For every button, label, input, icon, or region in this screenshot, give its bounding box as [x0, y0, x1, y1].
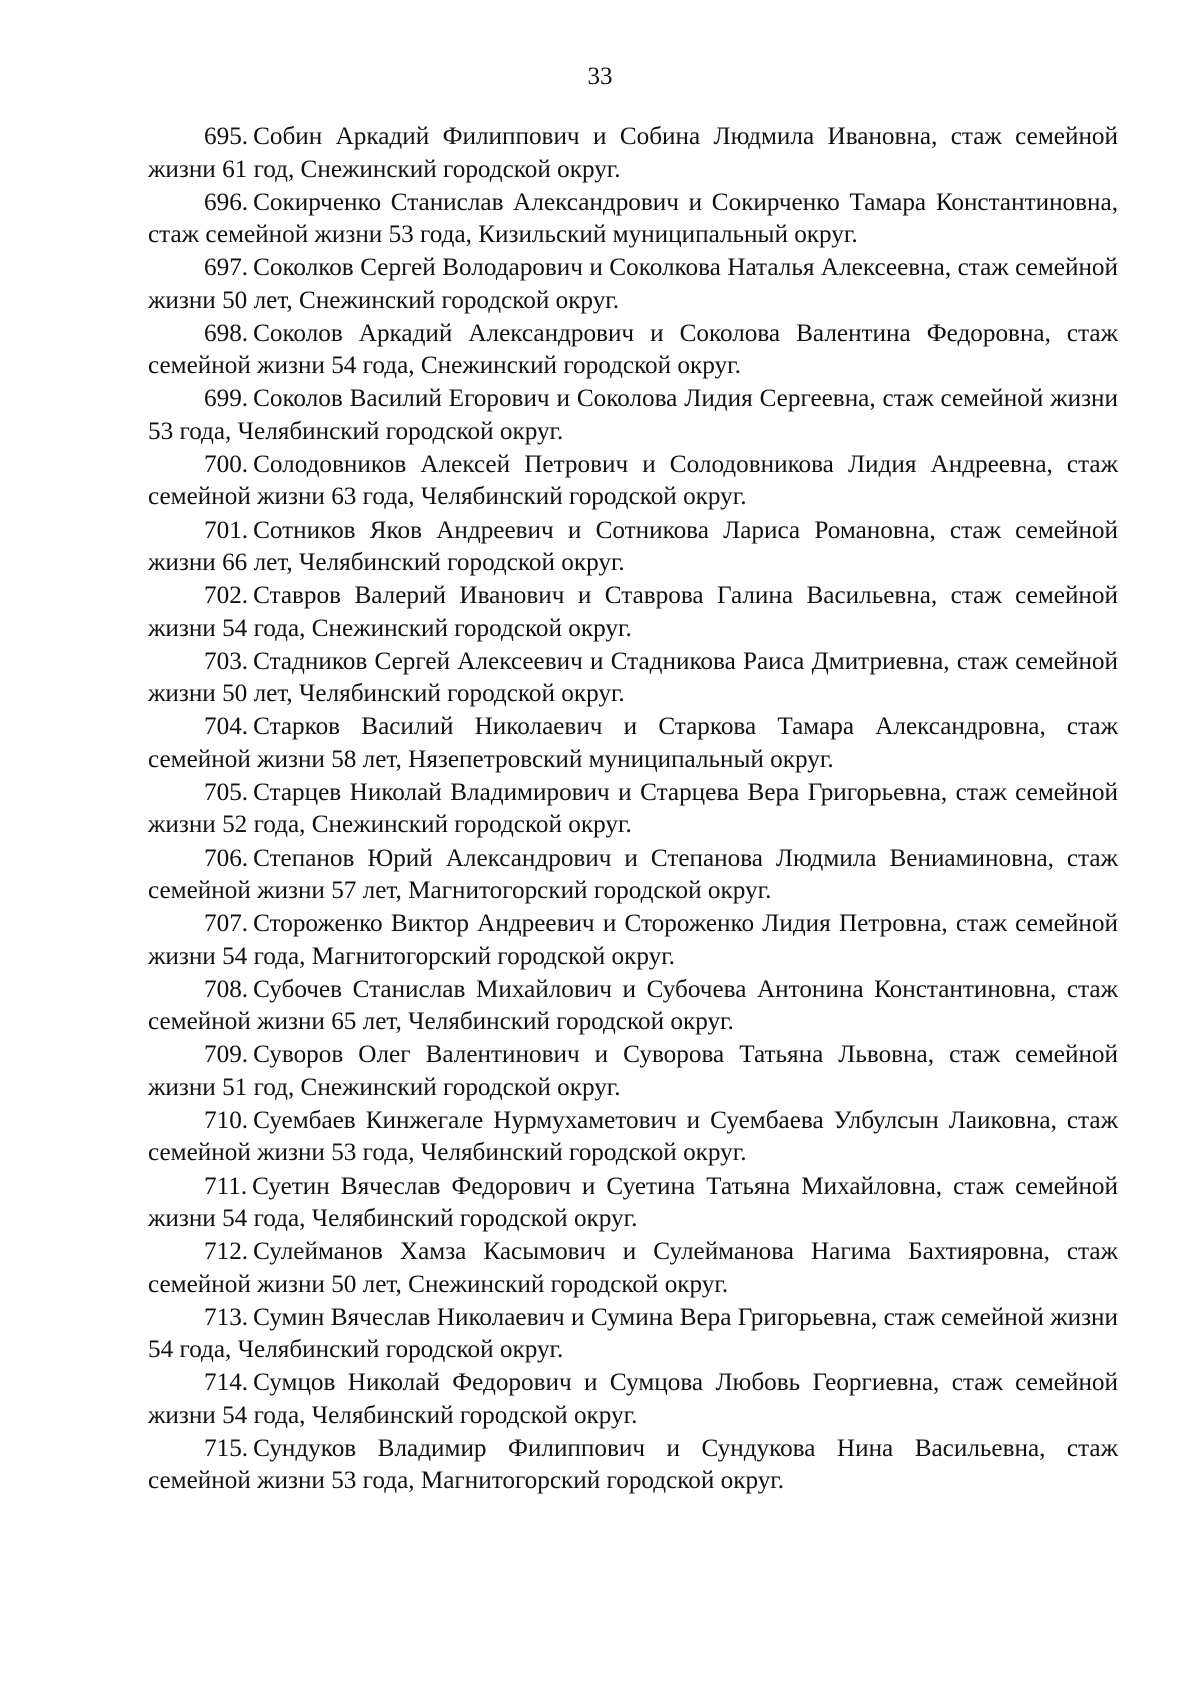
entry-text: Стороженко Виктор Андреевич и Стороженко Лидия Петровна, стаж семейной жизни 54 года, Магнитогорский городской округ. [148, 910, 1118, 970]
entry-text: Суембаев Кинжегале Нурмухаметович и Суембаева Улбулсын Лаиковна, стаж семейной жизни 53 года, Челябинский городской округ. [148, 1106, 1118, 1167]
entry-text: Сокирченко Станислав Александрович и Сокирченко Тамара Константиновна, стаж семейной жизни 53 года, Кизильский муниципальный округ. [148, 188, 1118, 249]
entry-number: 707. [204, 910, 249, 938]
list-item-709 [148, 1039, 1118, 1104]
list-item-703 [148, 646, 1118, 711]
list-item-701 [148, 515, 1118, 580]
entry-text: Соколков Сергей Володарович и Соколкова Наталья Алексеевна, стаж семейной жизни 50 лет, Снежинский городской округ. [148, 254, 1118, 314]
page-number: 33 [587, 63, 613, 90]
entry-number: 711. [204, 1172, 248, 1200]
entry-text: Сундуков Владимир Филиппович и Сундукова Нина Васильевна, стаж семейной жизни 53 года, Магнитогорский городской округ. [148, 1434, 1118, 1495]
entry-number: 715. [204, 1434, 249, 1462]
entry-number: 704. [204, 713, 249, 741]
entry-number: 703. [204, 647, 249, 675]
entry-number: 709. [204, 1041, 249, 1069]
entry-number: 696. [204, 188, 249, 216]
entry-number: 695. [204, 123, 249, 150]
entry-text: Суворов Олег Валентинович и Суворова Татьяна Львовна, стаж семейной жизни 51 год, Снежинский городской округ. [148, 1041, 1118, 1101]
list-item-700 [148, 449, 1118, 514]
entry-number: 698. [204, 319, 249, 347]
entry-text: Соколов Василий Егорович и Соколова Лидия Сергеевна, стаж семейной жизни 53 года, Челябинский городской округ. [148, 385, 1118, 445]
entry-list [148, 121, 1118, 1498]
entry-text: Сумцов Николай Федорович и Сумцова Любовь Георгиевна, стаж семейной жизни 54 года, Челябинский городской округ. [148, 1369, 1118, 1429]
entry-text: Сотников Яков Андреевич и Сотникова Лариса Романовна, стаж семейной жизни 66 лет, Челябинский городской округ. [148, 516, 1118, 577]
list-item-711 [148, 1171, 1118, 1236]
entry-number: 714. [204, 1369, 249, 1397]
entry-text: Ставров Валерий Иванович и Ставрова Галина Васильевна, стаж семейной жизни 54 года, Снежинский городской округ. [148, 582, 1118, 642]
entry-number: 702. [204, 582, 249, 610]
entry-number: 705. [204, 778, 249, 806]
list-item-702 [148, 580, 1118, 645]
entry-number: 710. [204, 1106, 249, 1134]
entry-number: 712. [204, 1238, 249, 1266]
entry-number: 706. [204, 844, 249, 872]
entry-text: Субочев Станислав Михайлович и Субочева Антонина Константиновна, стаж семейной жизни 65 лет, Челябинский городской округ. [148, 975, 1118, 1036]
entry-text: Старцев Николай Владимирович и Старцева Вера Григорьевна, стаж семейной жизни 52 года, Снежинский городской округ. [148, 778, 1118, 839]
entry-number: 700. [204, 450, 249, 478]
list-item-704 [148, 711, 1118, 776]
list-item-695 [148, 121, 1118, 186]
list-item-696 [148, 187, 1118, 252]
list-item-705 [148, 777, 1118, 842]
entry-text: Степанов Юрий Александрович и Степанова Людмила Вениаминовна, стаж семейной жизни 57 лет, Магнитогорский городской округ. [148, 844, 1118, 905]
entry-text: Сулейманов Хамза Касымович и Сулейманова Нагима Бахтияровна, стаж семейной жизни 50 лет, Снежинский городской округ. [148, 1238, 1118, 1298]
entry-number: 697. [204, 254, 249, 282]
entry-text: Собин Аркадий Филиппович и Собина Людмила Ивановна, стаж семейной жизни 61 год, Снежинский городской округ. [148, 123, 1118, 183]
entry-number: 713. [204, 1303, 249, 1331]
list-item-706 [148, 843, 1118, 908]
entry-text: Стадников Сергей Алексеевич и Стадникова Раиса Дмитриевна, стаж семейной жизни 50 лет, Челябинский городской округ. [148, 647, 1118, 708]
list-item-699 [148, 383, 1118, 448]
list-item-715 [148, 1433, 1118, 1498]
entry-text: Соколов Аркадий Александрович и Соколова Валентина Федоровна, стаж семейной жизни 54 года, Снежинский городской округ. [148, 319, 1118, 380]
list-item-698 [148, 318, 1118, 383]
entry-text: Солодовников Алексей Петрович и Солодовникова Лидия Андреевна, стаж семейной жизни 63 года, Челябинский городской округ. [148, 450, 1118, 511]
list-item-708 [148, 974, 1118, 1039]
entry-number: 699. [204, 385, 249, 413]
entry-text: Сумин Вячеслав Николаевич и Сумина Вера Григорьевна, стаж семейной жизни 54 года, Челябинский городской округ. [148, 1303, 1118, 1364]
entry-number: 701. [204, 516, 249, 544]
entry-number: 708. [204, 975, 249, 1003]
list-item-697 [148, 252, 1118, 317]
list-item-712 [148, 1236, 1118, 1301]
list-item-710 [148, 1105, 1118, 1170]
list-item-713 [148, 1302, 1118, 1367]
list-item-707 [148, 908, 1118, 973]
list-item-714 [148, 1367, 1118, 1432]
entry-text: Суетин Вячеслав Федорович и Суетина Татьяна Михайловна, стаж семейной жизни 54 года, Челябинский городской округ. [148, 1172, 1118, 1232]
entry-text: Старков Василий Николаевич и Старкова Тамара Александровна, стаж семейной жизни 58 лет, Нязепетровский муниципальный округ. [148, 713, 1118, 773]
